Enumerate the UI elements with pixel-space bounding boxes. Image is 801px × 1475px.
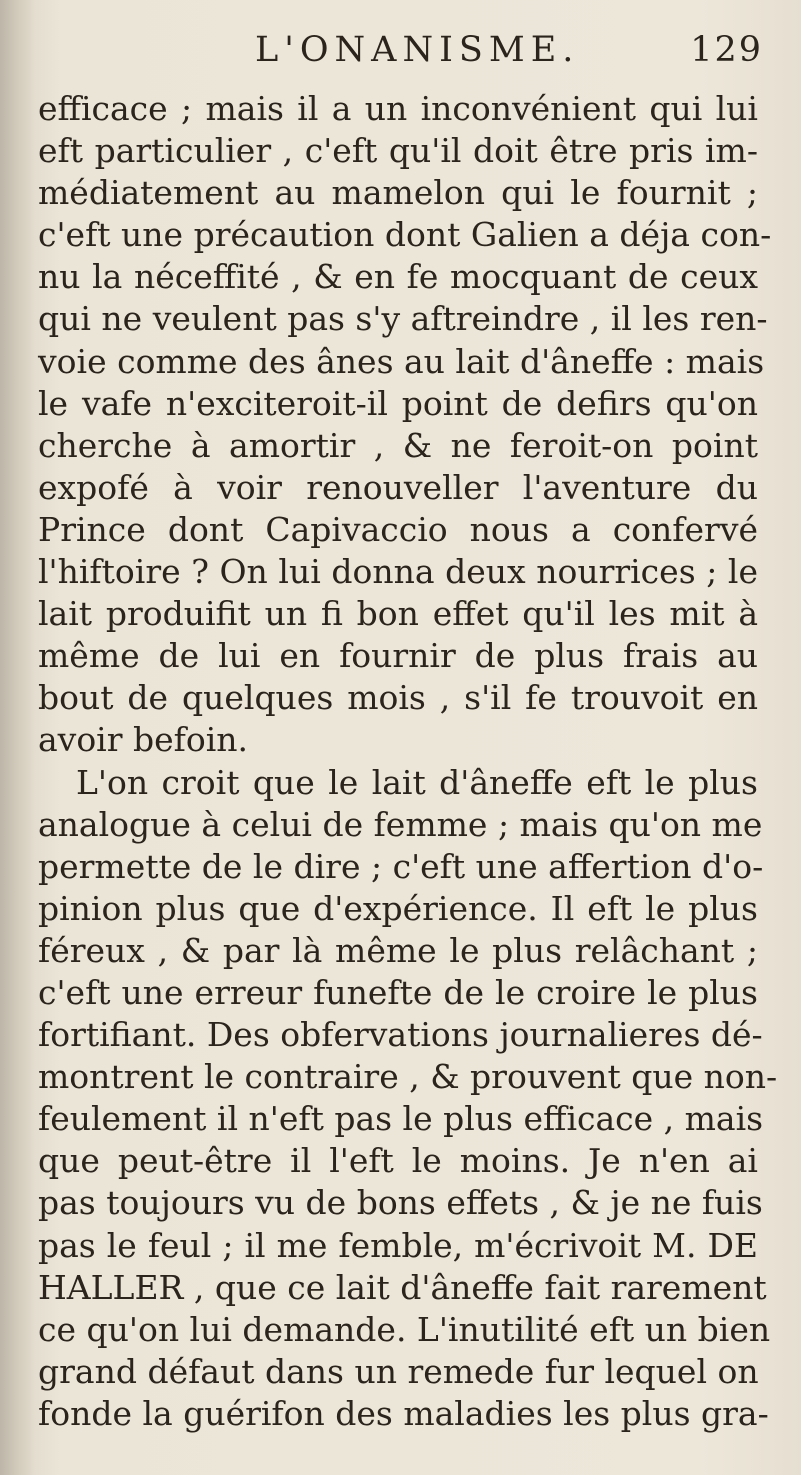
text-line: pas le feul ; il me femble, m'écrivoit M. DE <box>38 1225 758 1265</box>
text-line: ce qu'on lui demande. L'inutilité eft un bien <box>38 1309 771 1349</box>
text-line: L'on croit que le lait d'âneffe eft le plus <box>76 762 758 802</box>
text-line: pinion plus que d'expérience. Il eft le plus <box>38 888 758 928</box>
text-line: que peut-être il l'eft le moins. Je n'en ai <box>38 1141 758 1181</box>
text-line: même de lui en fournir de plus frais au <box>38 636 758 676</box>
text-line: bout de quelques mois , s'il fe trouvoit en <box>38 678 758 718</box>
body-text <box>38 88 778 1435</box>
text-line: pas toujours vu de bons effets , & je ne fuis <box>38 1183 763 1223</box>
text-line: expofé à voir renouveller l'aventure du <box>38 467 758 507</box>
page-gutter <box>0 0 34 1475</box>
text-line: nu la néceffité , & en fe mocquant de ceux <box>38 257 758 297</box>
text-line: c'eft une erreur funefte de le croire le plus <box>38 972 758 1012</box>
text-line: lait produifit un fi bon effet qu'il les mit à <box>38 594 758 634</box>
text-line: grand défaut dans un remede fur lequel on <box>38 1351 759 1391</box>
text-line: féreux , & par là même le plus relâchant ; <box>38 930 758 970</box>
text-line: efficace ; mais il a un inconvénient qui lui <box>38 89 758 128</box>
text-line: cherche à amortir , & ne feroit-on point <box>38 425 758 465</box>
text-line: l'hiftoire ? On lui donna deux nourrices ; le <box>38 552 758 592</box>
text-line: c'eft une précaution dont Galien a déja con- <box>38 215 772 255</box>
text-line: fortifiant. Des obfervations journalieres dé- <box>38 1015 763 1055</box>
text-line: qui ne veulent pas s'y aftreindre , il les ren- <box>38 299 768 339</box>
text-line: eft particulier , c'eft qu'il doit être pris im- <box>38 131 758 171</box>
text-line: médiatement au mamelon qui le fournit ; <box>38 173 758 213</box>
text-line: feulement il n'eft pas le plus efficace , mais <box>38 1099 764 1139</box>
page-number: 129 <box>690 30 763 70</box>
text-line: permette de le dire ; c'eft une affertion d'o- <box>38 846 764 886</box>
text-line: analogue à celui de femme ; mais qu'on me <box>38 804 763 844</box>
text-line: montrent le contraire , & prouvent que non- <box>38 1057 778 1097</box>
running-header <box>255 30 763 80</box>
text-line: fonde la guérifon des maladies les plus gra- <box>38 1393 769 1433</box>
text-line: voie comme des ânes au lait d'âneffe : mais <box>38 341 765 381</box>
text-line: Prince dont Capivaccio nous a confervé <box>38 509 758 549</box>
text-line: avoir befoin. <box>38 720 249 760</box>
text-line: le vafe n'exciteroit-il point de defirs qu'on <box>38 383 758 423</box>
text-line: HALLER , que ce lait d'âneffe fait rarement <box>38 1267 767 1307</box>
header-title: L'ONANISME. <box>255 30 580 70</box>
